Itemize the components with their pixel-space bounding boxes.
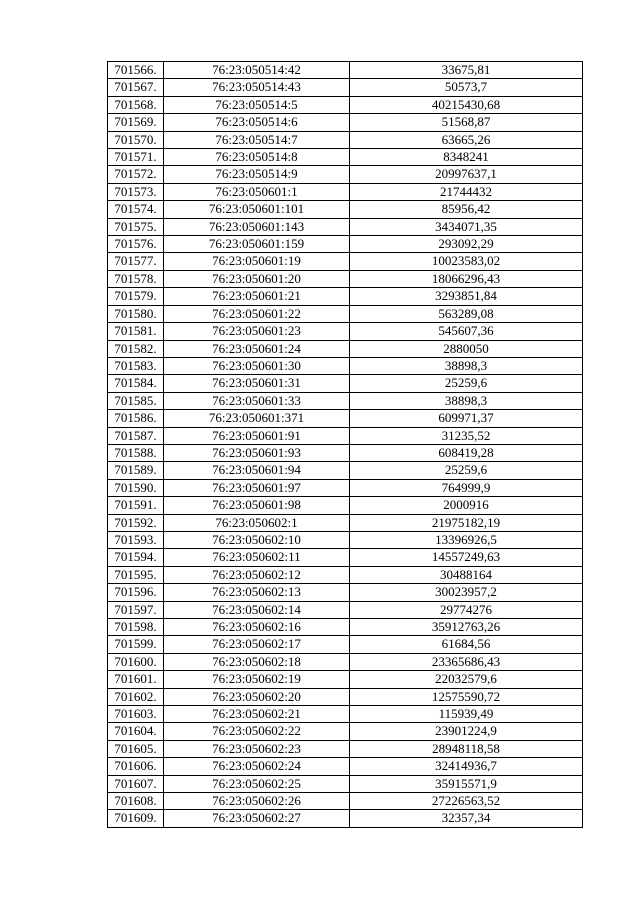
cadastral-number-cell: 76:23:050514:9	[164, 166, 350, 183]
table-row	[108, 775, 583, 792]
row-number-cell: 701569.	[108, 114, 164, 131]
cadastral-value-cell: 63665,26	[350, 131, 583, 148]
cadastral-value-cell: 2000916	[350, 497, 583, 514]
cadastral-number-cell: 76:23:050601:143	[164, 218, 350, 235]
row-number-cell: 701590.	[108, 479, 164, 496]
cadastral-number-cell: 76:23:050602:18	[164, 653, 350, 670]
row-number-cell: 701572.	[108, 166, 164, 183]
cadastral-value-cell: 40215430,68	[350, 96, 583, 113]
table-row	[108, 758, 583, 775]
table-row	[108, 183, 583, 200]
cadastral-number-cell: 76:23:050601:98	[164, 497, 350, 514]
table-row	[108, 688, 583, 705]
table-row	[108, 793, 583, 810]
cadastral-value-cell: 20997637,1	[350, 166, 583, 183]
cadastral-number-cell: 76:23:050602:16	[164, 619, 350, 636]
cadastral-value-cell: 32414936,7	[350, 758, 583, 775]
cadastral-number-cell: 76:23:050602:26	[164, 793, 350, 810]
table-row	[108, 340, 583, 357]
cadastral-value-cell: 10023583,02	[350, 253, 583, 270]
cadastral-value-cell: 29774276	[350, 601, 583, 618]
cadastral-value-cell: 25259,6	[350, 462, 583, 479]
row-number-cell: 701606.	[108, 758, 164, 775]
row-number-cell: 701585.	[108, 392, 164, 409]
row-number-cell: 701600.	[108, 653, 164, 670]
table-row	[108, 549, 583, 566]
row-number-cell: 701583.	[108, 357, 164, 374]
cadastral-value-cell: 18066296,43	[350, 270, 583, 287]
table-row	[108, 531, 583, 548]
table-row	[108, 392, 583, 409]
row-number-cell: 701608.	[108, 793, 164, 810]
cadastral-value-cell: 12575590,72	[350, 688, 583, 705]
cadastral-number-cell: 76:23:050601:94	[164, 462, 350, 479]
row-number-cell: 701566.	[108, 62, 164, 79]
row-number-cell: 701578.	[108, 270, 164, 287]
table-row	[108, 288, 583, 305]
row-number-cell: 701579.	[108, 288, 164, 305]
cadastral-value-cell: 23365686,43	[350, 653, 583, 670]
cadastral-number-cell: 76:23:050601:159	[164, 236, 350, 253]
table-row	[108, 96, 583, 113]
cadastral-number-cell: 76:23:050602:19	[164, 671, 350, 688]
table-row	[108, 62, 583, 79]
cadastral-number-cell: 76:23:050514:7	[164, 131, 350, 148]
row-number-cell: 701591.	[108, 497, 164, 514]
table-row	[108, 601, 583, 618]
cadastral-value-cell: 23901224,9	[350, 723, 583, 740]
cadastral-number-cell: 76:23:050601:31	[164, 375, 350, 392]
table-row	[108, 740, 583, 757]
cadastral-value-cell: 30488164	[350, 566, 583, 583]
cadastral-value-cell: 609971,37	[350, 410, 583, 427]
cadastral-number-cell: 76:23:050601:371	[164, 410, 350, 427]
cadastral-value-cell: 25259,6	[350, 375, 583, 392]
cadastral-value-cell: 2880050	[350, 340, 583, 357]
cadastral-number-cell: 76:23:050602:1	[164, 514, 350, 531]
row-number-cell: 701593.	[108, 531, 164, 548]
table-row	[108, 497, 583, 514]
cadastral-number-cell: 76:23:050601:93	[164, 444, 350, 461]
table-row	[108, 444, 583, 461]
row-number-cell: 701605.	[108, 740, 164, 757]
row-number-cell: 701581.	[108, 323, 164, 340]
row-number-cell: 701587.	[108, 427, 164, 444]
cadastral-value-cell: 764999,9	[350, 479, 583, 496]
row-number-cell: 701592.	[108, 514, 164, 531]
row-number-cell: 701584.	[108, 375, 164, 392]
table-row	[108, 375, 583, 392]
table-row	[108, 671, 583, 688]
row-number-cell: 701594.	[108, 549, 164, 566]
table-row	[108, 201, 583, 218]
cadastral-number-cell: 76:23:050602:14	[164, 601, 350, 618]
cadastral-value-cell: 545607,36	[350, 323, 583, 340]
table-row	[108, 149, 583, 166]
table-row	[108, 253, 583, 270]
cadastral-value-cell: 115939,49	[350, 706, 583, 723]
cadastral-value-cell: 35912763,26	[350, 619, 583, 636]
cadastral-value-cell: 21744432	[350, 183, 583, 200]
row-number-cell: 701603.	[108, 706, 164, 723]
cadastral-value-cell: 293092,29	[350, 236, 583, 253]
cadastral-number-cell: 76:23:050602:17	[164, 636, 350, 653]
table-row	[108, 706, 583, 723]
cadastral-number-cell: 76:23:050601:22	[164, 305, 350, 322]
row-number-cell: 701597.	[108, 601, 164, 618]
row-number-cell: 701573.	[108, 183, 164, 200]
cadastral-number-cell: 76:23:050514:8	[164, 149, 350, 166]
cadastral-value-cell: 28948118,58	[350, 740, 583, 757]
cadastral-number-cell: 76:23:050601:21	[164, 288, 350, 305]
cadastral-value-cell: 563289,08	[350, 305, 583, 322]
table-row	[108, 653, 583, 670]
cadastral-value-cell: 30023957,2	[350, 584, 583, 601]
table-row	[108, 462, 583, 479]
cadastral-number-cell: 76:23:050514:6	[164, 114, 350, 131]
cadastral-number-cell: 76:23:050601:33	[164, 392, 350, 409]
cadastral-number-cell: 76:23:050602:21	[164, 706, 350, 723]
row-number-cell: 701599.	[108, 636, 164, 653]
cadastral-value-cell: 14557249,63	[350, 549, 583, 566]
table-row	[108, 131, 583, 148]
table-body	[108, 62, 583, 828]
table-row	[108, 619, 583, 636]
cadastral-number-cell: 76:23:050601:101	[164, 201, 350, 218]
table-row	[108, 218, 583, 235]
row-number-cell: 701588.	[108, 444, 164, 461]
cadastral-number-cell: 76:23:050602:10	[164, 531, 350, 548]
cadastral-number-cell: 76:23:050602:12	[164, 566, 350, 583]
cadastral-value-cell: 38898,3	[350, 392, 583, 409]
cadastral-number-cell: 76:23:050602:20	[164, 688, 350, 705]
table-row	[108, 114, 583, 131]
table-row	[108, 166, 583, 183]
cadastral-value-cell: 31235,52	[350, 427, 583, 444]
row-number-cell: 701609.	[108, 810, 164, 827]
cadastral-value-cell: 13396926,5	[350, 531, 583, 548]
cadastral-number-cell: 76:23:050601:30	[164, 357, 350, 374]
table-row	[108, 566, 583, 583]
cadastral-number-cell: 76:23:050602:13	[164, 584, 350, 601]
table-row	[108, 305, 583, 322]
table-row	[108, 410, 583, 427]
table-row	[108, 323, 583, 340]
row-number-cell: 701577.	[108, 253, 164, 270]
cadastral-number-cell: 76:23:050601:23	[164, 323, 350, 340]
row-number-cell: 701568.	[108, 96, 164, 113]
row-number-cell: 701598.	[108, 619, 164, 636]
cadastral-number-cell: 76:23:050514:43	[164, 79, 350, 96]
cadastral-number-cell: 76:23:050601:91	[164, 427, 350, 444]
cadastral-value-cell: 61684,56	[350, 636, 583, 653]
cadastral-number-cell: 76:23:050602:25	[164, 775, 350, 792]
cadastral-value-cell: 32357,34	[350, 810, 583, 827]
cadastral-value-cell: 8348241	[350, 149, 583, 166]
table-row	[108, 479, 583, 496]
cadastral-number-cell: 76:23:050602:27	[164, 810, 350, 827]
table-row	[108, 810, 583, 827]
cadastral-value-table	[107, 61, 583, 828]
row-number-cell: 701602.	[108, 688, 164, 705]
table-row	[108, 636, 583, 653]
table-row	[108, 514, 583, 531]
row-number-cell: 701601.	[108, 671, 164, 688]
table-row	[108, 584, 583, 601]
cadastral-number-cell: 76:23:050602:23	[164, 740, 350, 757]
cadastral-value-cell: 608419,28	[350, 444, 583, 461]
row-number-cell: 701589.	[108, 462, 164, 479]
row-number-cell: 701604.	[108, 723, 164, 740]
cadastral-value-cell: 35915571,9	[350, 775, 583, 792]
cadastral-number-cell: 76:23:050602:24	[164, 758, 350, 775]
cadastral-number-cell: 76:23:050601:1	[164, 183, 350, 200]
cadastral-number-cell: 76:23:050601:97	[164, 479, 350, 496]
row-number-cell: 701586.	[108, 410, 164, 427]
table-row	[108, 236, 583, 253]
cadastral-value-cell: 33675,81	[350, 62, 583, 79]
cadastral-number-cell: 76:23:050601:19	[164, 253, 350, 270]
row-number-cell: 701567.	[108, 79, 164, 96]
row-number-cell: 701596.	[108, 584, 164, 601]
row-number-cell: 701574.	[108, 201, 164, 218]
row-number-cell: 701570.	[108, 131, 164, 148]
cadastral-value-cell: 85956,42	[350, 201, 583, 218]
row-number-cell: 701571.	[108, 149, 164, 166]
table-row	[108, 723, 583, 740]
table-row	[108, 270, 583, 287]
row-number-cell: 701582.	[108, 340, 164, 357]
table-row	[108, 79, 583, 96]
row-number-cell: 701575.	[108, 218, 164, 235]
cadastral-number-cell: 76:23:050602:22	[164, 723, 350, 740]
cadastral-number-cell: 76:23:050602:11	[164, 549, 350, 566]
cadastral-value-cell: 21975182,19	[350, 514, 583, 531]
row-number-cell: 701580.	[108, 305, 164, 322]
cadastral-value-cell: 50573,7	[350, 79, 583, 96]
table-row	[108, 357, 583, 374]
row-number-cell: 701595.	[108, 566, 164, 583]
cadastral-value-cell: 3434071,35	[350, 218, 583, 235]
cadastral-number-cell: 76:23:050601:24	[164, 340, 350, 357]
cadastral-number-cell: 76:23:050601:20	[164, 270, 350, 287]
cadastral-value-cell: 51568,87	[350, 114, 583, 131]
cadastral-number-cell: 76:23:050514:5	[164, 96, 350, 113]
cadastral-number-cell: 76:23:050514:42	[164, 62, 350, 79]
cadastral-value-cell: 38898,3	[350, 357, 583, 374]
row-number-cell: 701576.	[108, 236, 164, 253]
cadastral-value-cell: 27226563,52	[350, 793, 583, 810]
cadastral-value-cell: 22032579,6	[350, 671, 583, 688]
row-number-cell: 701607.	[108, 775, 164, 792]
table-row	[108, 427, 583, 444]
cadastral-value-cell: 3293851,84	[350, 288, 583, 305]
